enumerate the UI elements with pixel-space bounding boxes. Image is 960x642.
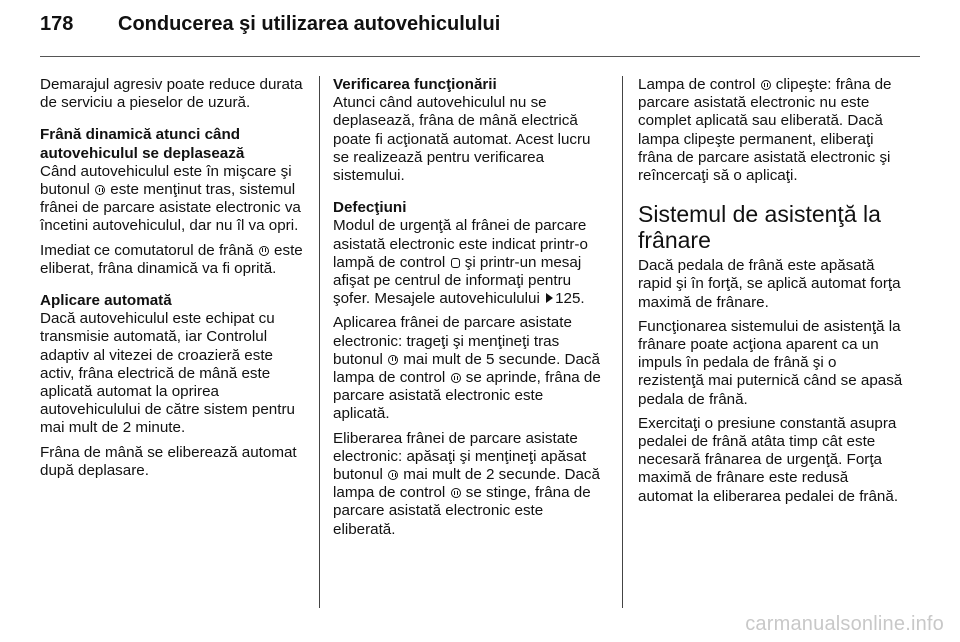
column-middle <box>333 76 601 545</box>
release-brake-paragraph: Eliberarea frânei de parcare asistate electronic: apăsaţi şi menţineţi apăsat butonul mai mult de 2 secunde. Dacă lampa de control se stinge, frâna de parcare asistată electronic este eliberată. <box>333 429 600 538</box>
brake-assist-paragraph-1: Dacă pedala de frână este apăsată rapid şi în forţă, se aplică automat forţa maximă de frânare. <box>638 257 901 311</box>
dynamic-brake-paragraph-1: Când autovehiculul este în mişcare şi butonul este menţinut tras, sistemul frânei de parcare asistate electronic va încetini autovehiculul, dar nu îl va opri. <box>40 162 301 235</box>
parking-brake-icon <box>388 470 398 480</box>
watermark: carmanualsonline.info <box>745 613 944 635</box>
header-divider <box>40 56 920 57</box>
parking-brake-icon <box>451 488 461 498</box>
lamp-flash-paragraph: Lampa de control clipeşte: frâna de parcare asistată electronic nu este complet aplicată sau eliberată. Dacă lampa clipeşte permanent, eliberaţi frâna de parcare asistată electronic şi reîncercaţi să o aplicaţi. <box>638 76 892 185</box>
faults-heading: Defecţiuni <box>333 199 407 217</box>
function-check-paragraph: Atunci când autovehiculul nu se deplasează, frâna de mână electrică poate fi acţionată automat. Acest lucru se realizează pentru verificarea sistemului. <box>333 94 591 185</box>
column-left <box>40 76 308 486</box>
warning-lamp-icon <box>451 258 460 268</box>
auto-apply-paragraph-1: Dacă autovehiculul este echipat cu transmisie automată, iar Controlul adaptiv al vitezei de croazieră este activ, frâna electrică de mână este aplicată automat la oprirea autovehiculului de către sistem pentru mai mult de 2 minute. <box>40 310 295 437</box>
auto-apply-paragraph-2: Frâna de mână se eliberează automat după deplasare. <box>40 443 297 479</box>
parking-brake-icon <box>451 373 461 383</box>
page-reference-link[interactable]: 125. <box>555 290 585 308</box>
parking-brake-icon <box>761 80 771 90</box>
dynamic-brake-heading: Frână dinamică atunci când autovehiculul se deplasează <box>40 126 245 162</box>
brake-assist-paragraph-3: Exercitaţi o presiune constantă asupra pedalei de frână atâta timp cât este necesară frânarea de urgenţă. Forţa maximă de frânare este redusă automat la eliberarea pedalei de frână. <box>638 414 899 505</box>
column-right <box>638 76 906 512</box>
brake-assist-paragraph-2: Funcţionarea sistemului de asistenţă la frânare poate acţiona aparent ca un impuls în pedala de frână şi o rezistenţă mai puternică când se apasă pedala de frână. <box>638 317 903 408</box>
function-check-heading: Verificarea funcţionării <box>333 76 497 93</box>
brake-assist-heading: Sistemul de asistenţă la frânare <box>638 201 881 254</box>
faults-paragraph: Modul de urgenţă al frânei de parcare asistată electronic este indicat printr-o lampă de control şi printr-un mesaj afişat pe centrul de informaţi pentru şofer. Mesajele autovehiculului 125. <box>333 217 588 308</box>
intro-paragraph: Demarajul agresiv poate reduce durata de serviciu a pieselor de uzură. <box>40 76 303 112</box>
page-number: 178 <box>40 13 74 35</box>
parking-brake-icon <box>95 185 105 195</box>
column-divider-2 <box>622 76 623 608</box>
apply-brake-paragraph: Aplicarea frânei de parcare asistate electronic: trageţi şi menţineţi tras butonul mai mult de 5 secunde. Dacă lampa de control se aprinde, frâna de parcare asistată electronic este aplicată. <box>333 314 601 423</box>
page-reference-arrow-icon <box>546 293 553 303</box>
auto-apply-heading: Aplicare automată <box>40 292 172 310</box>
page-title: Conducerea şi utilizarea autovehiculului <box>118 13 501 35</box>
parking-brake-icon <box>388 355 398 365</box>
column-divider-1 <box>319 76 320 608</box>
dynamic-brake-paragraph-2: Imediat ce comutatorul de frână este eliberat, frâna dinamică va fi oprită. <box>40 241 303 277</box>
page-header <box>0 0 960 46</box>
parking-brake-icon <box>259 246 269 256</box>
